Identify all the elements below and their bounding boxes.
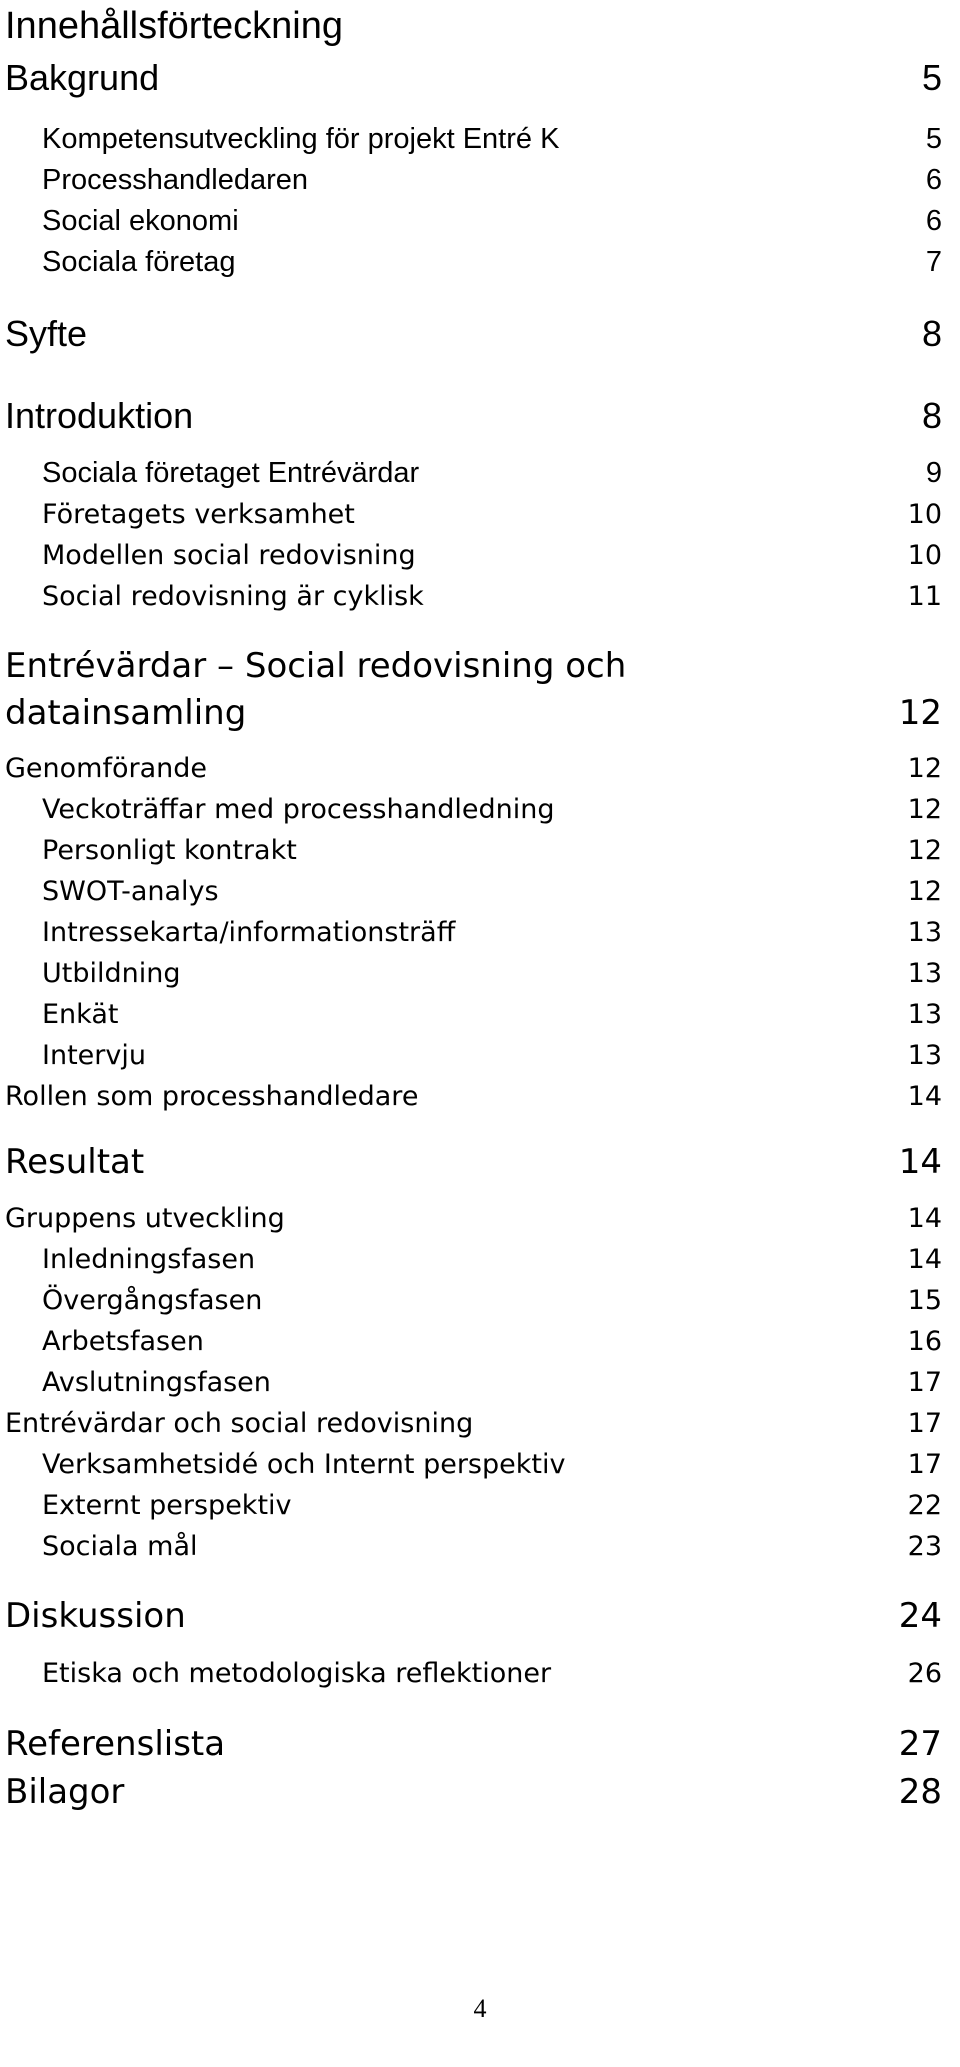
toc-entry-label: Bilagor: [5, 1772, 125, 1812]
toc-entry[interactable]: [42, 1320, 942, 1362]
toc-entry-label: Resultat: [5, 1142, 145, 1182]
toc-entry-page-number: 14: [907, 1202, 942, 1234]
toc-entry[interactable]: [42, 870, 942, 912]
toc-entry-page-number: 17: [907, 1448, 942, 1480]
toc-entry[interactable]: [5, 1139, 942, 1185]
toc-entry[interactable]: [42, 993, 942, 1035]
toc-entry[interactable]: [42, 575, 942, 617]
toc-entry[interactable]: [42, 200, 942, 242]
toc-entry-label: Gruppens utveckling: [5, 1202, 285, 1234]
toc-entry[interactable]: [42, 452, 942, 494]
toc-entry-label: Social ekonomi: [42, 204, 239, 237]
toc-entry-label: Modellen social redovisning: [42, 539, 416, 571]
toc-entry[interactable]: [42, 159, 942, 201]
toc-entry-label: Intressekarta/informationsträff: [42, 916, 456, 948]
toc-entry-label: Processhandledaren: [42, 163, 309, 196]
toc-entry[interactable]: [42, 911, 942, 953]
toc-entry-label: SWOT-analys: [42, 875, 219, 907]
toc-title: Innehållsförteckning: [5, 5, 343, 47]
toc-entry-label: Social redovisning är cyklisk: [42, 580, 424, 612]
toc-entry-label: Referenslista: [5, 1724, 226, 1764]
toc-entry[interactable]: [42, 1443, 942, 1485]
toc-entry-page-number: 5: [925, 122, 942, 155]
toc-entry[interactable]: [42, 1034, 942, 1076]
toc-entry[interactable]: [5, 1197, 942, 1239]
toc-entry-page-number: 9: [925, 456, 942, 489]
toc-entry-label: Externt perspektiv: [42, 1489, 292, 1521]
toc-entry-page-number: 10: [907, 498, 942, 530]
toc-entry[interactable]: [5, 1593, 942, 1639]
toc-entry[interactable]: [5, 747, 942, 789]
toc-entry-page-number: 13: [907, 957, 942, 989]
toc-entry[interactable]: [42, 1361, 942, 1403]
toc-entry[interactable]: [42, 952, 942, 994]
toc-entry-label: Verksamhetsidé och Internt perspektiv: [42, 1448, 566, 1480]
toc-entry-page-number: 12: [898, 693, 942, 733]
toc-entry[interactable]: [5, 310, 942, 358]
toc-entry-page-number: 15: [907, 1284, 942, 1316]
toc-entry-page-number: 27: [898, 1724, 942, 1764]
toc-entry[interactable]: [42, 118, 942, 160]
toc-entry[interactable]: [5, 1721, 942, 1767]
toc-entry-label: Entrévärdar och social redovisning: [5, 1407, 474, 1439]
toc-entry-label: Sociala mål: [42, 1530, 198, 1562]
toc-entry-page-number: 12: [907, 834, 942, 866]
toc-entry-page-number: 26: [907, 1657, 942, 1689]
toc-entry-page-number: 11: [907, 580, 942, 612]
footer-page-number: 4: [473, 1994, 487, 2023]
toc-entry-label: Utbildning: [42, 957, 181, 989]
toc-entry-label: Genomförande: [5, 752, 207, 784]
toc-entry[interactable]: [42, 1238, 942, 1280]
toc-entry[interactable]: [5, 690, 942, 736]
toc-entry-page-number: 10: [907, 539, 942, 571]
toc-entry[interactable]: [42, 1279, 942, 1321]
toc-entry-page-number: 13: [907, 1039, 942, 1071]
toc-entry-page-number: 6: [925, 204, 942, 237]
toc-entry-page-number: 8: [921, 395, 942, 436]
toc-entry[interactable]: [5, 54, 942, 102]
toc-entry-label: Etiska och metodologiska reflektioner: [42, 1657, 552, 1689]
toc-entry-page-number: 13: [907, 916, 942, 948]
toc-entry[interactable]: [42, 1484, 942, 1526]
toc-entry[interactable]: [42, 788, 942, 830]
toc-entry-label: Intervju: [42, 1039, 146, 1071]
toc-entry[interactable]: [5, 1075, 942, 1117]
toc-entry-page-number: 24: [898, 1596, 942, 1636]
toc-entry-label: Enkät: [42, 998, 119, 1030]
toc-entry-page-number: 14: [898, 1142, 942, 1182]
toc-entry-label: datainsamling: [5, 693, 247, 733]
toc-entry-page-number: 13: [907, 998, 942, 1030]
toc-entry-page-number: 14: [907, 1080, 942, 1112]
toc-entry-label: Syfte: [5, 313, 88, 354]
toc-entry-page-number: 12: [907, 793, 942, 825]
toc-entry-page-number: 7: [925, 245, 942, 278]
toc-entry-label: Sociala företaget Entrévärdar: [42, 456, 420, 489]
toc-entry-label: Avslutningsfasen: [42, 1366, 271, 1398]
toc-entry[interactable]: [5, 643, 942, 689]
toc-entry-label: Kompetensutveckling för projekt Entré K: [42, 122, 560, 155]
toc-entry-page-number: 17: [907, 1366, 942, 1398]
toc-entry-label: Övergångsfasen: [42, 1284, 263, 1316]
toc-entry-label: Företagets verksamhet: [42, 498, 355, 530]
toc-entry-label: Arbetsfasen: [42, 1325, 204, 1357]
toc-entry[interactable]: [5, 1769, 942, 1815]
toc-entry-label: Veckoträffar med processhandledning: [42, 793, 555, 825]
toc-entry-page-number: 17: [907, 1407, 942, 1439]
toc-entry[interactable]: [42, 829, 942, 871]
toc-entry-label: Bakgrund: [5, 57, 160, 98]
toc-entry-page-number: 5: [921, 57, 942, 98]
toc-entry[interactable]: [42, 493, 942, 535]
toc-entry-page-number: 6: [925, 163, 942, 196]
toc-entry-page-number: 14: [907, 1243, 942, 1275]
toc-entry-label: Introduktion: [5, 395, 194, 436]
toc-entry-label: Personligt kontrakt: [42, 834, 297, 866]
toc-entry[interactable]: [42, 1525, 942, 1567]
toc-entry[interactable]: [5, 392, 942, 440]
toc-entry-page-number: 16: [907, 1325, 942, 1357]
toc-entry-page-number: 22: [907, 1489, 942, 1521]
toc-entry[interactable]: [5, 1402, 942, 1444]
toc-entry-label: Entrévärdar – Social redovisning och: [5, 646, 627, 686]
toc-entry[interactable]: [42, 534, 942, 576]
toc-entry-label: Diskussion: [5, 1596, 186, 1636]
toc-entry-page-number: 28: [898, 1772, 942, 1812]
toc-entry-page-number: 12: [907, 875, 942, 907]
toc-entry[interactable]: [42, 241, 942, 283]
toc-entry-page-number: 8: [921, 313, 942, 354]
toc-entry[interactable]: [42, 1652, 942, 1694]
toc-entry-page-number: 12: [907, 752, 942, 784]
toc-entry-page-number: 23: [907, 1530, 942, 1562]
toc-entry-label: Sociala företag: [42, 245, 236, 278]
toc-entry-label: Inledningsfasen: [42, 1243, 256, 1275]
toc-entry-label: Rollen som processhandledare: [5, 1080, 419, 1112]
